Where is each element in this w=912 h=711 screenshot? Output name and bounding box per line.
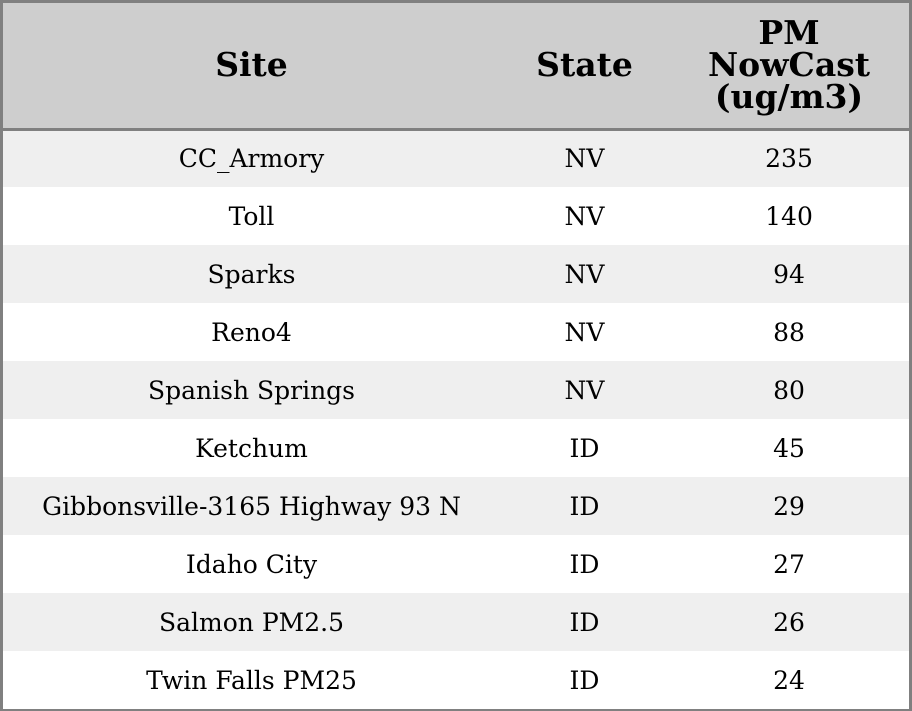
cell-site: Spanish Springs xyxy=(147,375,356,405)
column-header-site: Site xyxy=(3,3,500,129)
cell-pm-nowcast: 29 xyxy=(773,491,805,521)
cell-pm-nowcast: 80 xyxy=(773,375,805,405)
cell-pm-nowcast: 140 xyxy=(765,201,813,231)
table-row xyxy=(3,361,909,419)
table-row xyxy=(3,593,909,651)
cell-state: ID xyxy=(569,607,600,637)
cell-pm-nowcast: 26 xyxy=(773,607,805,637)
cell-site: Ketchum xyxy=(195,433,308,463)
pm-nowcast-table xyxy=(3,3,909,709)
cell-state: ID xyxy=(569,665,600,695)
table-row xyxy=(3,245,909,303)
table-row xyxy=(3,129,909,187)
header-row xyxy=(3,3,909,129)
table-row xyxy=(3,651,909,709)
cell-state: NV xyxy=(564,201,605,231)
cell-pm-nowcast: 235 xyxy=(765,144,813,174)
table-body xyxy=(3,129,909,709)
table-row xyxy=(3,303,909,361)
table-header xyxy=(3,3,909,129)
cell-state: ID xyxy=(569,491,600,521)
column-header-pm-line2: NowCast xyxy=(707,45,871,85)
cell-state: NV xyxy=(564,375,605,405)
cell-site: Reno4 xyxy=(211,317,292,347)
cell-site: Toll xyxy=(228,201,275,231)
cell-state: NV xyxy=(564,144,605,174)
column-header-pm-line1: PM xyxy=(758,13,820,53)
cell-site: Gibbonsville-3165 Highway 93 N xyxy=(42,491,461,521)
column-header-pm-nowcast xyxy=(669,3,909,129)
cell-pm-nowcast: 88 xyxy=(773,317,805,347)
cell-state: ID xyxy=(569,549,600,579)
cell-pm-nowcast: 24 xyxy=(773,665,805,695)
table-row xyxy=(3,477,909,535)
cell-site: Idaho City xyxy=(185,549,318,579)
table-row xyxy=(3,419,909,477)
cell-site: Sparks xyxy=(207,259,296,289)
cell-site: Salmon PM2.5 xyxy=(158,607,344,637)
cell-pm-nowcast: 45 xyxy=(773,433,805,463)
table-row xyxy=(3,535,909,593)
cell-state: NV xyxy=(564,259,605,289)
cell-site: CC_Armory xyxy=(178,144,325,174)
cell-state: ID xyxy=(569,433,600,463)
column-header-state: State xyxy=(500,3,669,129)
cell-pm-nowcast: 94 xyxy=(773,259,805,289)
cell-state: NV xyxy=(564,317,605,347)
table-row xyxy=(3,187,909,245)
cell-site: Twin Falls PM25 xyxy=(146,665,357,695)
cell-pm-nowcast: 27 xyxy=(773,549,805,579)
column-header-pm-line3: (ug/m3) xyxy=(714,77,864,117)
